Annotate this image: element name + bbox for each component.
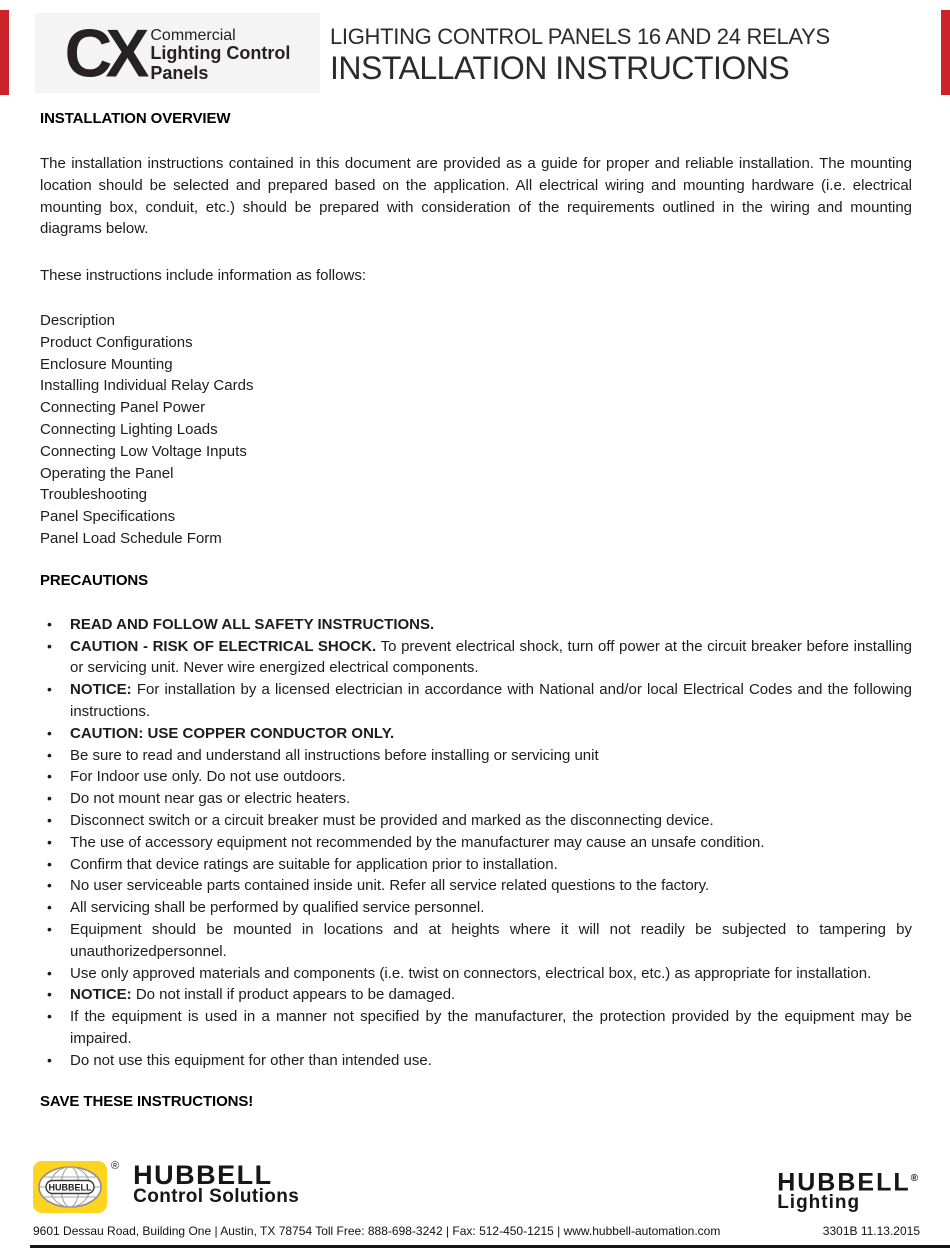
hubbell-control-solutions-logo [33,1161,299,1213]
topic-item: Troubleshooting [40,486,148,504]
precaution-item: • For Indoor use only. Do not use outdoors. [40,766,912,788]
topic-item: Installing Individual Relay Cards [40,377,254,395]
registered-trademark-symbol: ® [111,1160,120,1172]
topic-item: Panel Specifications [40,508,176,526]
control-solutions-name: Control Solutions [133,1186,300,1207]
topics-list [40,310,912,550]
precaution-item: • If the equipment is used in a manner not specified by the manufacturer, the protection provided by the equipment may be impaired. [40,1006,912,1050]
precaution-item: • NOTICE: Do not install if product appears to be damaged. [40,984,912,1006]
topic-item: Connecting Panel Power [40,399,206,417]
topic-item: Connecting Low Voltage Inputs [40,442,247,460]
cx-logo [35,13,320,93]
lighting-division-name: Lighting [777,1192,861,1213]
hubbell-lighting-logo [777,1168,920,1213]
document-titles [330,24,830,87]
overview-heading: INSTALLATION OVERVIEW [40,110,231,127]
hubbell-globe-icon [35,1163,105,1211]
precaution-item: • No user serviceable parts contained inside unit. Refer all service related questions to the factory. [40,875,912,897]
hubbell-lighting-name: HUBBELL® [777,1168,920,1196]
footer-rule [30,1245,950,1248]
precaution-item: • CAUTION: USE COPPER CONDUCTOR ONLY. [40,723,912,745]
document-body [40,110,912,1111]
overview-intro: These instructions include information as follows: [40,267,366,285]
svg-text:HUBBELL: HUBBELL [48,1182,92,1193]
precautions-heading: PRECAUTIONS [40,571,149,589]
precaution-item: • Do not mount near gas or electric heaters. [40,788,912,810]
save-instructions-heading: SAVE THESE INSTRUCTIONS! [40,1093,254,1111]
precaution-item: • Confirm that device ratings are suitable for application prior to installation. [40,854,912,876]
precaution-item: • Be sure to read and understand all instructions before installing or servicing unit [40,745,912,767]
topic-item: Connecting Lighting Loads [40,420,218,438]
document-title-line2: INSTALLATION INSTRUCTIONS [330,50,790,87]
cx-logo-letters: CX [64,15,143,91]
cx-tagline-panels: Panels [150,62,209,83]
footer-address-row [33,1224,920,1238]
precaution-item: • Disconnect switch or a circuit breaker must be provided and marked as the disconnecting device. [40,810,912,832]
topic-item: Enclosure Mounting [40,355,173,373]
precaution-item: • READ AND FOLLOW ALL SAFETY INSTRUCTIONS. [40,614,912,636]
precaution-item: • Equipment should be mounted in locations and at heights where it will not readily be subjected to tampering by unauthorizedpersonnel. [40,919,912,963]
topic-item: Product Configurations [40,333,193,351]
topic-item: Description [40,311,116,329]
precaution-item: • The use of accessory equipment not recommended by the manufacturer may cause an unsafe condition. [40,832,912,854]
precaution-item: • CAUTION - RISK OF ELECTRICAL SHOCK. To prevent electrical shock, turn off power at the circuit breaker before installing or servicing unit. Never wire energized electrical components. [40,636,912,680]
red-accent-bar-left [0,10,9,95]
cx-logo-taglines [150,23,290,83]
precautions-list [40,614,912,1072]
hubbell-control-solutions-wordmark [133,1160,300,1207]
registered-trademark-symbol: ® [910,1172,920,1184]
footer-address: 9601 Dessau Road, Building One | Austin, TX 78754 Toll Free: 888-698-3242 | Fax: 512-450-1215 | www.hubbell-automation.com [33,1224,721,1238]
precaution-item: • Do not use this equipment for other than intended use. [40,1050,912,1072]
hubbell-globe-badge-icon [33,1161,107,1213]
cx-tagline-commercial: Commercial [150,26,236,44]
red-accent-bar-right [941,10,950,95]
precaution-item: • All servicing shall be performed by qualified service personnel. [40,897,912,919]
topic-item: Panel Load Schedule Form [40,529,222,547]
footer-doc-number: 3301B 11.13.2015 [822,1224,920,1238]
topic-item: Operating the Panel [40,464,174,482]
document-title-line1: LIGHTING CONTROL PANELS 16 AND 24 RELAYS [330,24,830,49]
cx-tagline-lighting-control: Lighting Control [150,43,291,64]
hubbell-name: HUBBELL [133,1160,273,1190]
overview-paragraph: The installation instructions contained in this document are provided as a guide for proper and reliable installation. The mounting location should be selected and prepared based on the application. All electrical wiring and mounting hardware (i.e. electrical mounting box, conduit, etc.) should be prepared with consideration of the requirements outlined in the wiring and mounting diagrams below. [40,155,912,238]
precaution-item: • NOTICE: For installation by a licensed electrician in accordance with National and/or local Electrical Codes and the following instructions. [40,679,912,723]
precaution-item: • Use only approved materials and components (i.e. twist on connectors, electrical box, etc.) as appropriate for installation. [40,963,912,985]
